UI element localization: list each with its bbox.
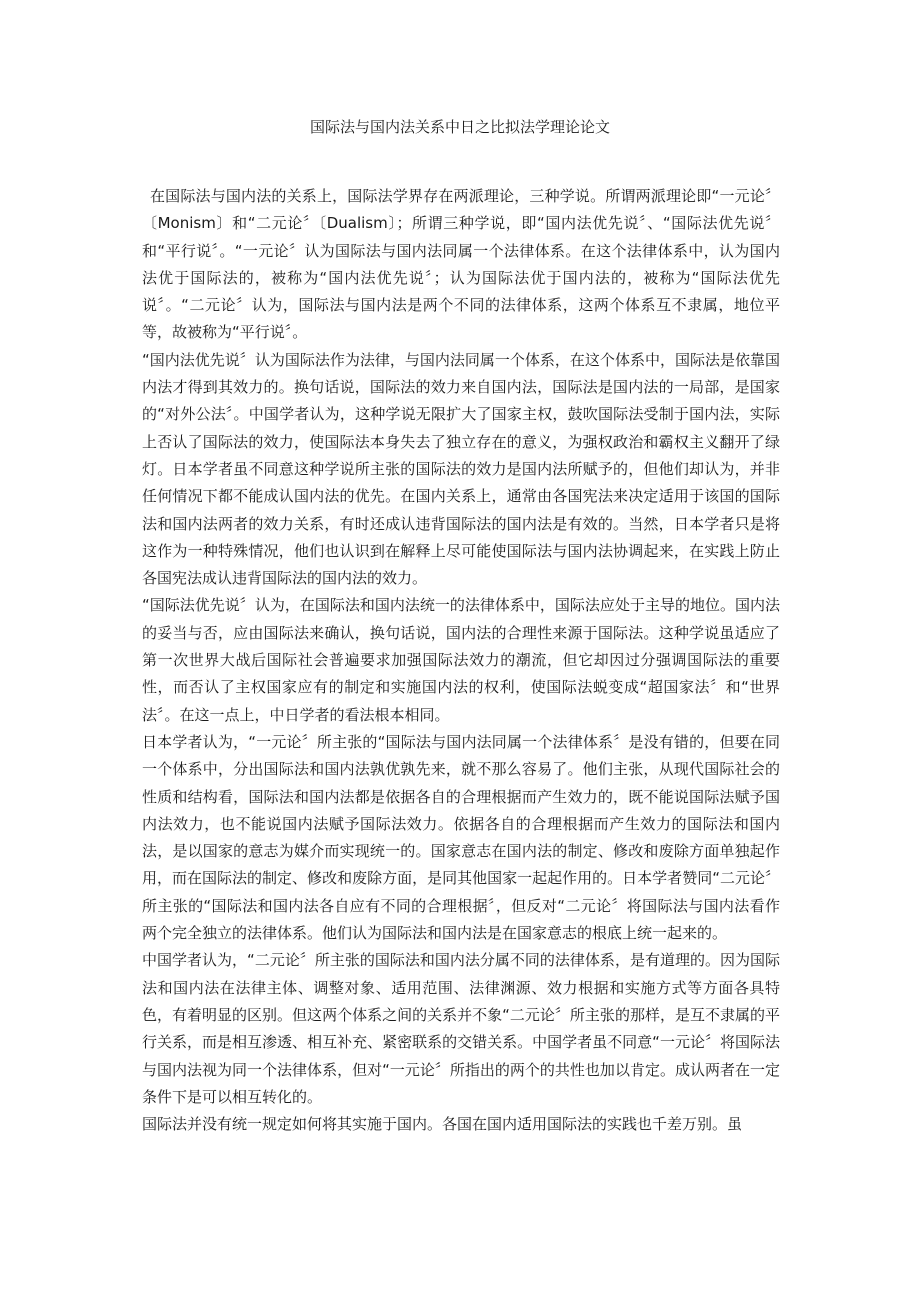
paragraph-6: 国际法并没有统一规定如何将其实施于国内。各国在国内适用国际法的实践也千差万别。虽 xyxy=(142,1115,743,1134)
paragraph-4: 日本学者认为，“一元论〞所主张的“国际法与国内法同属一个法律体系〞是没有错的，但要在同一个体系中，分出国际法和国内法孰优孰先来，就不那么容易了。他们主张，从现代国际社会的性质和结构看，国际法和国内法都是依据各自的合理根据而产生效力的，既不能说国际法赋予国内法效力，也不能说国内法赋予国际法效力。依据各自的合理根据而产生效力的国际法和国内法，是以国家的意志为媒介而实现统一的。国家意志在国内法的制定、修改和废除方面单独起作用，而在国际法的制定、修改和废除方面，是同其他国家一起起作用的。日本学者赞同“二元论〞所主张的“国际法和国内法各自应有不同的合理根据〞，但反对“二元论〞将国际法与国内法看作两个完全独立的法律体系。他们认为国际法和国内法是在国家意志的根底上统一起来的。 xyxy=(142,732,780,943)
paragraph-5: 中国学者认为，“二元论〞所主张的国际法和国内法分属不同的法律体系，是有道理的。因为国际法和国内法在法律主体、调整对象、适用范围、法律渊源、效力根据和实施方式等方面各具特色，有着明显的区别。但这两个体系之间的关系并不象“二元论〞所主张的那样，是互不隶属的平行关系，而是相互渗透、相互补充、紧密联系的交错关系。中国学者虽不同意“一元论〞将国际法与国内法视为同一个法律体系，但对“一元论〞所指出的两个的共性也加以肯定。成认两者在一定条件下是可以相互转化的。 xyxy=(142,951,780,1106)
paragraph-2: “国内法优先说〞认为国际法作为法律，与国内法同属一个体系，在这个体系中，国际法是依靠国内法才得到其效力的。换句话说，国际法的效力来自国内法，国际法是国内法的一局部，是国家的“对外公法〞。中国学者认为，这种学说无限扩大了国家主权，鼓吹国际法受制于国内法，实际上否认了国际法的效力，使国际法本身失去了独立存在的意义，为强权政治和霸权主义翻开了绿灯。日本学者虽不同意这种学说所主张的国际法的效力是国内法所赋予的，但他们却认为，并非任何情况下都不能成认国内法的优先。在国内关系上，通常由各国宪法来决定适用于该国的国际法和国内法两者的效力关系，有时还成认违背国际法的国内法是有效的。当然，日本学者只是将这作为一种特殊情况，他们也认识到在解释上尽可能使国际法与国内法协调起来，在实践上防止各国宪法成认违背国际法的国内法的效力。 xyxy=(142,350,780,588)
document-title: 国际法与国内法关系中日之比拟法学理论论文 xyxy=(309,118,610,136)
paragraph-3: “国际法优先说〞认为，在国际法和国内法统一的法律体系中，国际法应处于主导的地位。国内法的妥当与否，应由国际法来确认，换句话说，国内法的合理性来源于国际法。这种学说虽适应了第一次世界大战后国际社会普遍要求加强国际法效力的潮流，但它却因过分强调国际法的重要性，而否认了主权国家应有的制定和实施国内法的权利，使国际法蜕变成“超国家法〞和“世界法〞。在这一点上，中日学者的看法根本相同。 xyxy=(142,596,780,724)
paragraph-1: 在国际法与国内法的关系上，国际法学界存在两派理论，三种学说。所谓两派理论即“一元论〞〔Monism〕和“二元论〞〔Dualism〕；所谓三种学说，即“国内法优先说〞、“国际法优先说〞和“平行说〞。“一元论〞认为国际法与国内法同属一个法律体系。在这个法律体系中，认为国内法优于国际法的，被称为“国内法优先说〞；认为国际法优于国内法的，被称为“国际法优先说〞。“二元论〞认为，国际法与国内法是两个不同的法律体系，这两个体系互不隶属，地位平等，故被称为“平行说〞。 xyxy=(142,187,780,342)
document-body xyxy=(142,183,780,1138)
